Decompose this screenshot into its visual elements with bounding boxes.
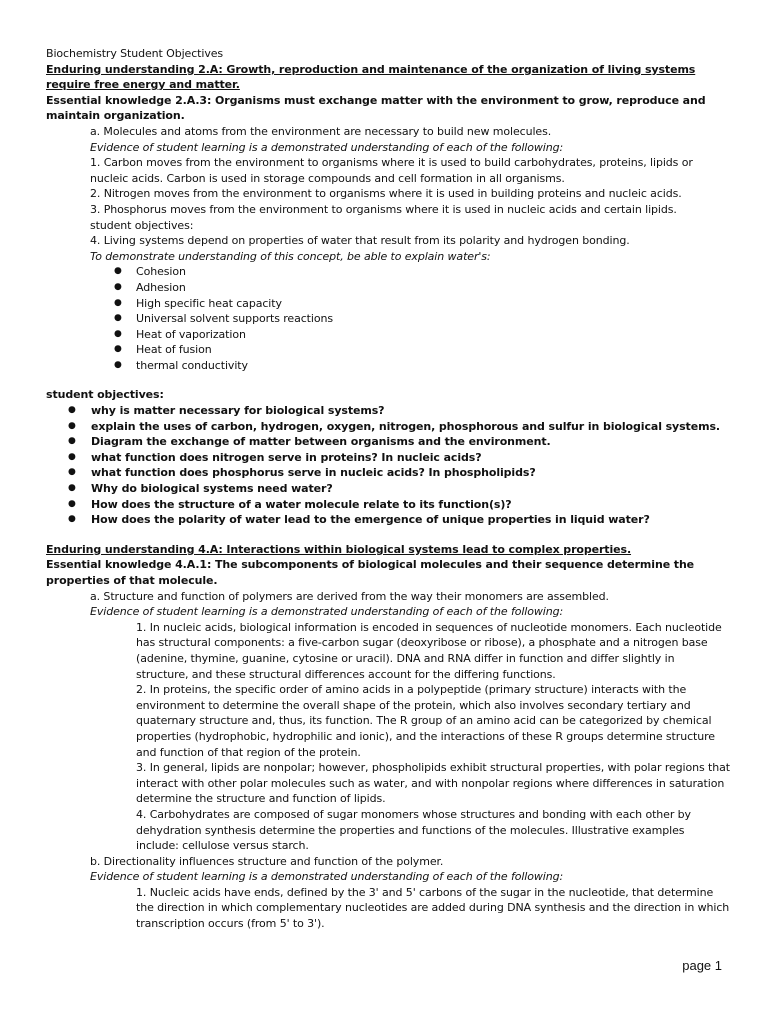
- list-item: ● How does the structure of a water molecule relate to its function(s)?: [68, 497, 512, 511]
- enduring-understanding-2a: Enduring understanding 2.A: Growth, reproduction and maintenance of the organization of living systems require free energy and matter.: [46, 62, 696, 92]
- list-item: 3. Phosphorus moves from the environment to organisms where it is used in nucleic acids and certain lipids.: [90, 202, 677, 216]
- list-item: ● what function does phosphorus serve in nucleic acids? In phospholipids?: [68, 466, 536, 480]
- section-a-heading: a. Molecules and atoms from the environment are necessary to build new molecules.: [90, 124, 552, 138]
- list-item: ● Heat of fusion: [114, 343, 212, 357]
- essential-knowledge-2a3: Essential knowledge 2.A.3: Organisms must exchange matter with the environment to grow, reproduce and maintain organization.: [46, 93, 706, 123]
- list-item: 1. Nucleic acids have ends, defined by the 3' and 5' carbons of the sugar in the nucleotide, that determine the direction in which complementary nucleotides are added during DNA synthesis and the direction in which transcription occurs (from 5' to 3').: [136, 885, 730, 931]
- bullet-icon: ●: [68, 451, 76, 462]
- list-item: ● thermal conductivity: [114, 358, 248, 372]
- evidence-statement: Evidence of student learning is a demonstrated understanding of each of the following:: [90, 870, 564, 884]
- bullet-icon: ●: [68, 436, 76, 447]
- enduring-understanding-4a: Enduring understanding 4.A: Interactions within biological systems lead to complex properties.: [46, 542, 632, 556]
- evidence-statement: Evidence of student learning is a demonstrated understanding of each of the following:: [90, 605, 564, 619]
- water-intro: To demonstrate understanding of this concept, be able to explain water's:: [90, 249, 491, 263]
- bullet-icon: ●: [68, 498, 76, 509]
- bullet-icon: ●: [114, 281, 122, 292]
- list-item: 4. Carbohydrates are composed of sugar monomers whose structures and bonding with each other by dehydration synthesis determine the properties and functions of the molecules. Illustrative examples include: cellulose versus starch.: [136, 807, 691, 853]
- list-item: 2. Nitrogen moves from the environment to organisms where it is used in building proteins and nucleic acids.: [90, 187, 682, 201]
- student-objectives-label: student objectives:: [90, 218, 194, 232]
- list-item: 3. In general, lipids are nonpolar; however, phospholipids exhibit structural properties, with polar regions that interact with other polar molecules such as water, and with nonpolar regions where differences in saturation determine the structure and function of lipids.: [136, 761, 730, 806]
- list-item: ● Universal solvent supports reactions: [114, 312, 333, 326]
- list-item: ● Diagram the exchange of matter between organisms and the environment.: [68, 435, 551, 449]
- bullet-icon: ●: [68, 420, 76, 431]
- essential-knowledge-4a1: Essential knowledge 4.A.1: The subcomponents of biological molecules and their sequence determine the properties of that molecule.: [46, 558, 695, 587]
- page-number: page 1: [682, 958, 722, 973]
- list-item: ● explain the uses of carbon, hydrogen, oxygen, nitrogen, phosphorous and sulfur in biological systems.: [68, 419, 720, 433]
- bullet-icon: ●: [114, 297, 122, 308]
- bullet-icon: ●: [114, 359, 122, 370]
- bullet-icon: ●: [68, 514, 76, 525]
- bullet-icon: ●: [68, 467, 76, 478]
- document-body: [46, 46, 730, 932]
- document-title: Biochemistry Student Objectives: [46, 47, 224, 60]
- bullet-icon: ●: [114, 313, 122, 324]
- list-item: ● why is matter necessary for biological systems?: [68, 404, 385, 418]
- list-item: ● what function does nitrogen serve in proteins? In nucleic acids?: [68, 450, 482, 464]
- list-item: ● High specific heat capacity: [114, 296, 282, 310]
- bullet-icon: ●: [68, 483, 76, 494]
- list-item: ● Adhesion: [114, 280, 186, 294]
- evidence-statement: Evidence of student learning is a demonstrated understanding of each of the following:: [90, 140, 564, 154]
- section-b-heading: b. Directionality influences structure and function of the polymer.: [90, 854, 444, 868]
- bullet-icon: ●: [114, 344, 122, 355]
- list-item: ● Why do biological systems need water?: [68, 482, 333, 496]
- bullet-icon: ●: [114, 266, 122, 277]
- list-item: 2. In proteins, the specific order of amino acids in a polypeptide (primary structure) interacts with the environment to determine the overall shape of the protein, which also involves secondary tertiary and quaternary structure and, thus, its function. The R group of an amino acid can be categorized by chemical properties (hydrophobic, hydrophilic and ionic), and the interactions of these R groups determine structure and function of that region of the protein.: [136, 683, 715, 759]
- bullet-icon: ●: [114, 328, 122, 339]
- list-item: 1. Carbon moves from the environment to organisms where it is used to build carbohydrates, proteins, lipids or nucleic acids. Carbon is used in storage compounds and cell formation in all organisms.: [90, 156, 693, 185]
- list-item: ● Heat of vaporization: [114, 327, 246, 341]
- list-item: 1. In nucleic acids, biological information is encoded in sequences of nucleotide monomers. Each nucleotide has structural components: a five-carbon sugar (deoxyribose or ribose), a phosphate and a nitrogen base (adenine, thymine, guanine, cytosine or uracil). DNA and RNA differ in function and differ slightly in structure, and these structural differences account for the differing functions.: [136, 620, 722, 681]
- section-a-heading: a. Structure and function of polymers are derived from the way their monomers are assembled.: [90, 589, 609, 603]
- student-objectives-heading: student objectives:: [46, 388, 164, 402]
- list-item: 4. Living systems depend on properties of water that result from its polarity and hydrogen bonding.: [90, 234, 630, 248]
- bullet-icon: ●: [68, 405, 76, 416]
- list-item: ● How does the polarity of water lead to the emergence of unique properties in liquid water?: [68, 513, 650, 527]
- list-item: ● Cohesion: [114, 265, 186, 279]
